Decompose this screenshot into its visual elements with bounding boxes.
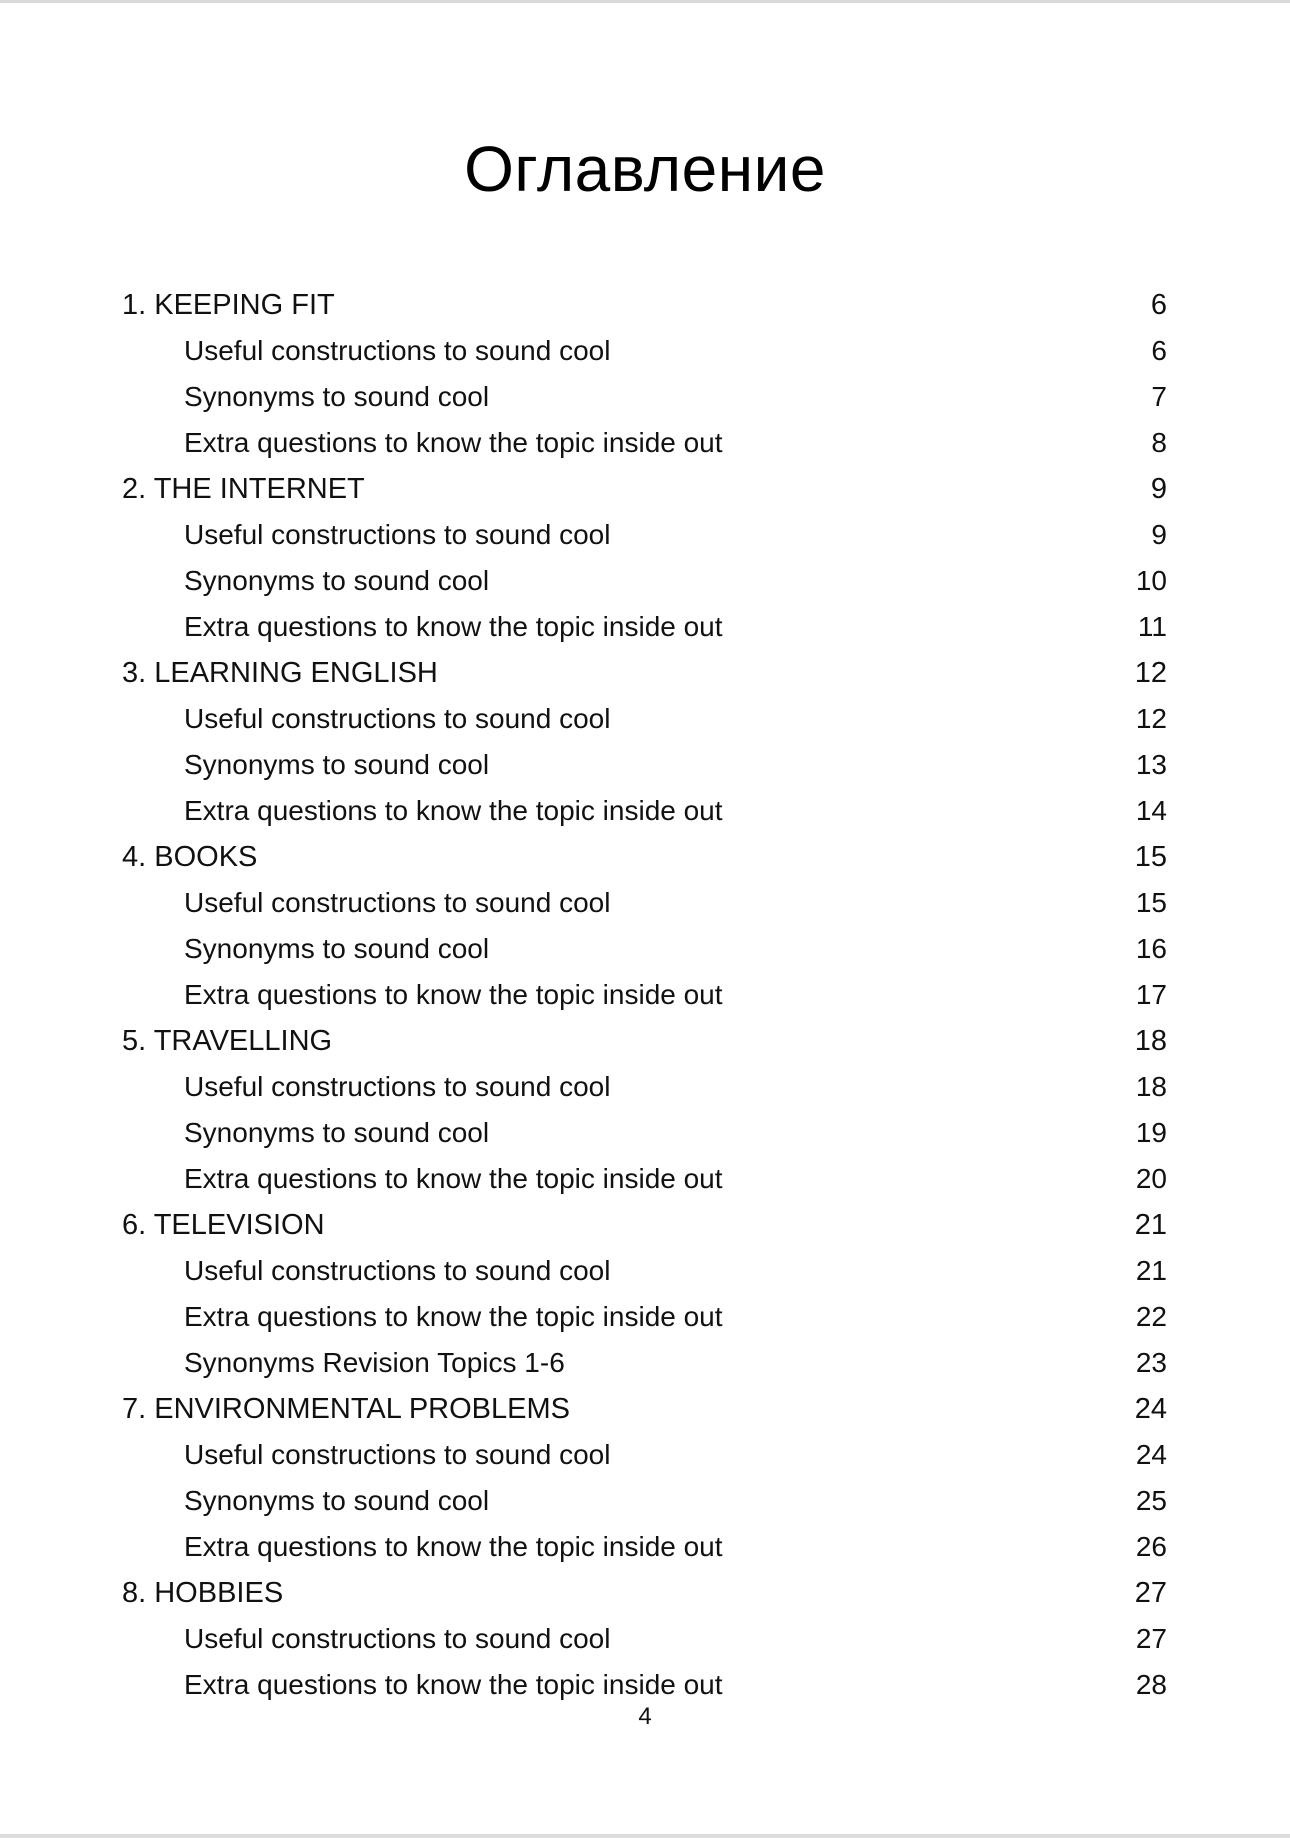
toc-subsection-entry[interactable]: [122, 926, 1167, 972]
toc-subsection-entry[interactable]: [122, 880, 1167, 926]
toc-entry-label: Synonyms to sound cool: [184, 1117, 490, 1148]
toc-entry-page-number: 18: [1135, 1071, 1167, 1102]
toc-entry-page-number: 10: [1135, 565, 1167, 596]
toc-entry-label: Extra questions to know the topic inside out: [184, 795, 723, 826]
toc-subsection-entry[interactable]: [122, 328, 1167, 374]
toc-chapter-entry[interactable]: [122, 650, 1167, 696]
toc-entry-label: Useful constructions to sound cool: [184, 1439, 611, 1470]
toc-subsection-entry[interactable]: [122, 972, 1167, 1018]
toc-entry-page-number: 6: [1151, 335, 1167, 366]
page-top-edge: [0, 0, 1290, 3]
toc-entry-page-number: 28: [1135, 1669, 1167, 1700]
toc-entry-page-number: 21: [1135, 1255, 1167, 1286]
toc-subsection-entry[interactable]: [122, 420, 1167, 466]
toc-entry-label: 2. THE INTERNET: [122, 473, 365, 505]
toc-entry-label: 6. TELEVISION: [122, 1209, 325, 1241]
toc-entry-label: Synonyms to sound cool: [184, 749, 490, 780]
toc-entry-label: Extra questions to know the topic inside out: [184, 1669, 723, 1700]
toc-entry-label: Useful constructions to sound cool: [184, 887, 611, 918]
toc-entry-label: Useful constructions to sound cool: [184, 519, 611, 550]
toc-chapter-entry[interactable]: [122, 282, 1167, 328]
toc-subsection-entry[interactable]: [122, 1340, 1167, 1386]
toc-subsection-entry[interactable]: [122, 1432, 1167, 1478]
toc-entry-page-number: 27: [1135, 1623, 1167, 1654]
toc-entry-label: Extra questions to know the topic inside out: [184, 611, 723, 642]
toc-subsection-entry[interactable]: [122, 1294, 1167, 1340]
toc-entry-page-number: 21: [1134, 1209, 1167, 1241]
toc-entry-label: Synonyms to sound cool: [184, 565, 490, 596]
toc-chapter-entry[interactable]: [122, 1386, 1167, 1432]
toc-entry-page-number: 14: [1135, 795, 1167, 826]
toc-entry-page-number: 24: [1134, 1393, 1167, 1425]
toc-chapter-entry[interactable]: [122, 466, 1167, 512]
toc-entry-label: Useful constructions to sound cool: [184, 1071, 611, 1102]
toc-entry-label: 4. BOOKS: [122, 841, 258, 873]
toc-chapter-entry[interactable]: [122, 1202, 1167, 1248]
toc-subsection-entry[interactable]: [122, 696, 1167, 742]
toc-subsection-entry[interactable]: [122, 1110, 1167, 1156]
toc-subsection-entry[interactable]: [122, 512, 1167, 558]
toc-entry-page-number: 19: [1135, 1117, 1167, 1148]
toc-entry-page-number: 18: [1134, 1025, 1167, 1057]
toc-entry-page-number: 27: [1134, 1577, 1167, 1609]
toc-entry-page-number: 15: [1135, 887, 1167, 918]
toc-subsection-entry[interactable]: [122, 1524, 1167, 1570]
toc-subsection-entry[interactable]: [122, 788, 1167, 834]
toc-entry-page-number: 23: [1135, 1347, 1167, 1378]
toc-subsection-entry[interactable]: [122, 742, 1167, 788]
page-title: Оглавление: [464, 133, 826, 205]
toc-subsection-entry[interactable]: [122, 558, 1167, 604]
toc-entry-label: Extra questions to know the topic inside out: [184, 979, 723, 1010]
toc-entry-label: Synonyms to sound cool: [184, 933, 490, 964]
toc-entry-page-number: 12: [1135, 703, 1167, 734]
toc-entry-page-number: 22: [1135, 1301, 1167, 1332]
toc-entry-page-number: 24: [1135, 1439, 1167, 1470]
page-bottom-edge: [0, 1834, 1290, 1838]
toc-subsection-entry[interactable]: [122, 1064, 1167, 1110]
toc-entry-label: 8. HOBBIES: [122, 1577, 284, 1609]
toc-entry-label: 7. ENVIRONMENTAL PROBLEMS: [122, 1393, 570, 1425]
toc-entry-page-number: 8: [1151, 427, 1167, 458]
toc-entry-page-number: 25: [1135, 1485, 1167, 1516]
toc-entry-label: Extra questions to know the topic inside out: [184, 1531, 723, 1562]
toc-subsection-entry[interactable]: [122, 1156, 1167, 1202]
toc-chapter-entry[interactable]: [122, 1018, 1167, 1064]
toc-subsection-entry[interactable]: [122, 1248, 1167, 1294]
toc-chapter-entry[interactable]: [122, 834, 1167, 880]
toc-entry-label: Useful constructions to sound cool: [184, 1255, 611, 1286]
toc-subsection-entry[interactable]: [122, 374, 1167, 420]
toc-entry-page-number: 15: [1134, 841, 1167, 873]
toc-entry-label: 1. KEEPING FIT: [122, 289, 335, 321]
toc-entry-page-number: 26: [1135, 1531, 1167, 1562]
toc-entry-label: 3. LEARNING ENGLISH: [122, 657, 438, 689]
toc-entry-page-number: 20: [1135, 1163, 1167, 1194]
table-of-contents: [122, 282, 1167, 1708]
toc-entry-label: Extra questions to know the topic inside out: [184, 1301, 723, 1332]
toc-entry-label: 5. TRAVELLING: [122, 1025, 333, 1057]
toc-entry-label: Extra questions to know the topic inside out: [184, 1163, 723, 1194]
page-number: 4: [638, 1703, 652, 1730]
toc-subsection-entry[interactable]: [122, 1478, 1167, 1524]
toc-entry-label: Synonyms to sound cool: [184, 381, 490, 412]
toc-entry-page-number: 9: [1151, 519, 1167, 550]
toc-subsection-entry[interactable]: [122, 1616, 1167, 1662]
toc-entry-label: Synonyms Revision Topics 1-6: [184, 1347, 565, 1378]
toc-subsection-entry[interactable]: [122, 604, 1167, 650]
toc-entry-label: Extra questions to know the topic inside out: [184, 427, 723, 458]
toc-chapter-entry[interactable]: [122, 1570, 1167, 1616]
toc-entry-label: Useful constructions to sound cool: [184, 1623, 611, 1654]
toc-entry-page-number: 16: [1135, 933, 1167, 964]
toc-entry-page-number: 12: [1134, 657, 1167, 689]
toc-entry-page-number: 17: [1135, 979, 1167, 1010]
toc-entry-label: Synonyms to sound cool: [184, 1485, 490, 1516]
toc-entry-page-number: 9: [1150, 473, 1167, 505]
toc-entry-page-number: 13: [1135, 749, 1167, 780]
toc-entry-page-number: 7: [1151, 381, 1167, 412]
toc-entry-label: Useful constructions to sound cool: [184, 335, 611, 366]
toc-entry-page-number: 11: [1137, 611, 1167, 642]
toc-entry-label: Useful constructions to sound cool: [184, 703, 611, 734]
toc-entry-page-number: 6: [1150, 289, 1167, 321]
